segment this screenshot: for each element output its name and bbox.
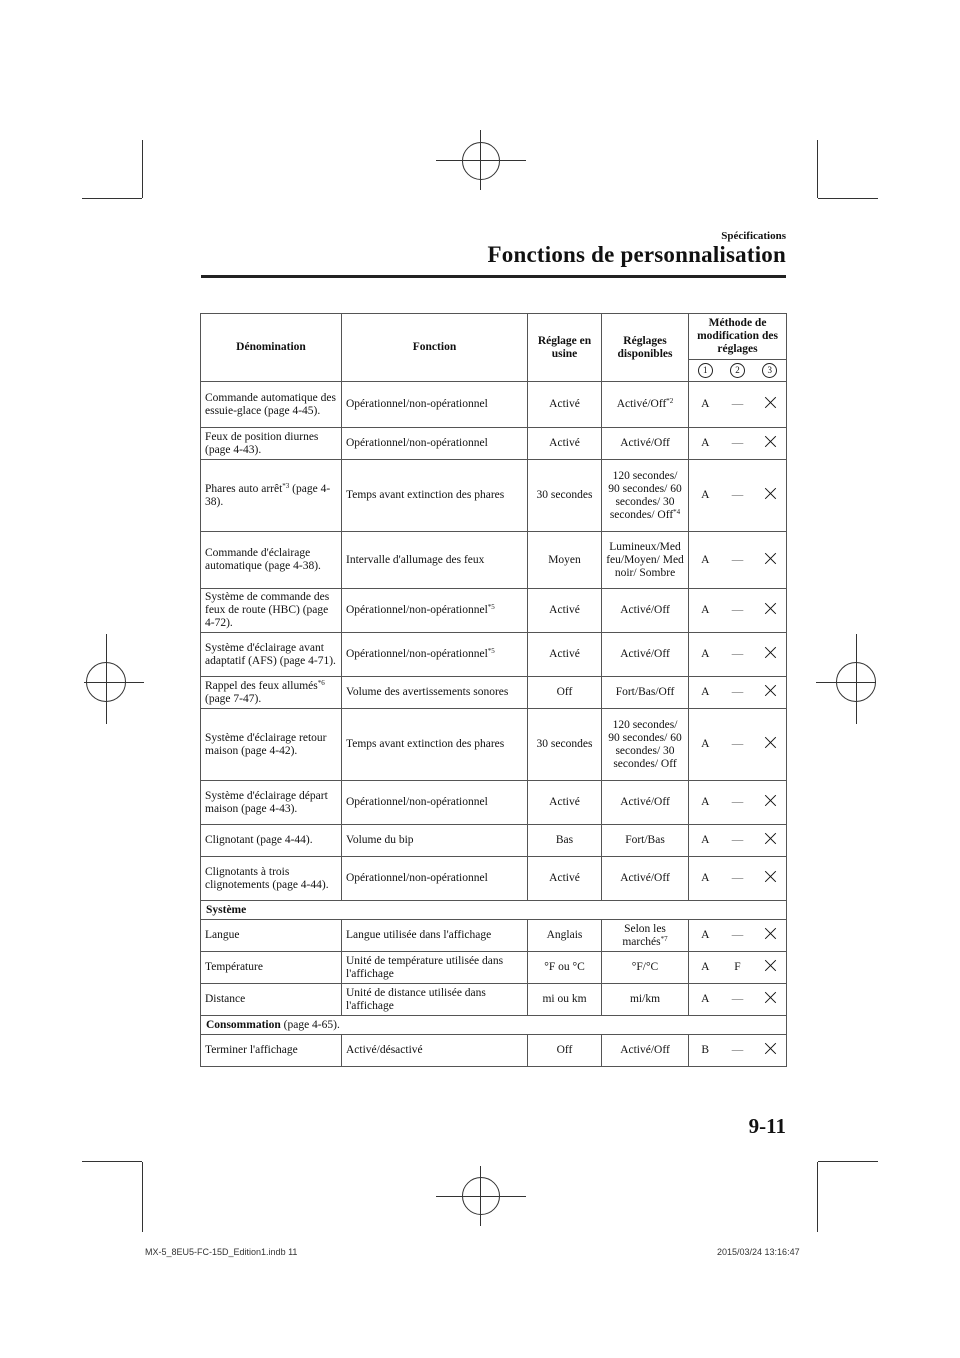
dash-mark: — bbox=[731, 929, 744, 941]
cell-method-3 bbox=[754, 709, 787, 781]
cell-available: Activé/Off bbox=[602, 428, 689, 460]
not-available-cross-icon bbox=[764, 833, 776, 845]
table-row bbox=[201, 460, 787, 532]
footer-file: MX-5_8EU5-FC-15D_Edition1.indb 11 bbox=[145, 1247, 298, 1257]
dash-mark: — bbox=[731, 834, 744, 846]
section-label bbox=[201, 1016, 787, 1035]
cell-factory: Off bbox=[528, 1035, 602, 1067]
cell-method-1: A bbox=[689, 825, 722, 857]
page-number: 9-11 bbox=[748, 1114, 786, 1138]
dash-mark: — bbox=[731, 604, 744, 616]
dash-mark: — bbox=[731, 1044, 744, 1056]
table-row bbox=[201, 382, 787, 428]
table-row bbox=[201, 781, 787, 825]
cell-name: Clignotants à trois clignotements (page 4-44). bbox=[201, 857, 342, 901]
dash-mark: — bbox=[731, 437, 744, 449]
section-suffix: (page 4-65). bbox=[280, 1018, 340, 1031]
cell-method-1: B bbox=[689, 1035, 722, 1067]
cell-function: Activé/désactivé bbox=[342, 1035, 528, 1067]
cell-available: Activé/Off bbox=[602, 633, 689, 677]
cell-factory: 30 secondes bbox=[528, 709, 602, 781]
cell-name: Système de commande des feux de route (HBC) (page 4-72). bbox=[201, 589, 342, 633]
footer-timestamp: 2015/03/24 13:16:47 bbox=[717, 1247, 800, 1257]
section-label bbox=[201, 901, 787, 920]
cell-factory: Activé bbox=[528, 589, 602, 633]
cell-method-2 bbox=[722, 428, 754, 460]
cell-method-2 bbox=[722, 920, 754, 952]
cell-function: Unité de température utilisée dans l'affichage bbox=[342, 952, 528, 984]
not-available-cross-icon bbox=[764, 960, 776, 972]
cell-available: Selon les marchés$^{*7}$ bbox=[602, 920, 689, 952]
cell-method-3 bbox=[754, 532, 787, 589]
cell-method-1: A bbox=[689, 428, 722, 460]
cell-factory: Activé bbox=[528, 857, 602, 901]
cell-factory: Off bbox=[528, 677, 602, 709]
cell-method-2 bbox=[722, 382, 754, 428]
cell-name: Température bbox=[201, 952, 342, 984]
dash-mark: — bbox=[731, 648, 744, 660]
not-available-cross-icon bbox=[764, 488, 776, 500]
cell-name: Système d'éclairage retour maison (page 4-42). bbox=[201, 709, 342, 781]
table-row bbox=[201, 532, 787, 589]
cell-method-1: A bbox=[689, 781, 722, 825]
cell-method-1: A bbox=[689, 952, 722, 984]
not-available-cross-icon bbox=[764, 1043, 776, 1055]
cell-function: Opérationnel/non-opérationnel$^{*5}$ bbox=[342, 633, 528, 677]
dash-mark: — bbox=[731, 796, 744, 808]
cell-factory: Activé bbox=[528, 382, 602, 428]
cell-method-3 bbox=[754, 920, 787, 952]
dash-mark: — bbox=[731, 872, 744, 884]
not-available-cross-icon bbox=[764, 685, 776, 697]
cell-method-1: A bbox=[689, 633, 722, 677]
cell-method-1: A bbox=[689, 382, 722, 428]
not-available-cross-icon bbox=[764, 871, 776, 883]
not-available-cross-icon bbox=[764, 436, 776, 448]
cell-function: Temps avant extinction des phares bbox=[342, 709, 528, 781]
cell-method-2 bbox=[722, 460, 754, 532]
cell-function: Opérationnel/non-opérationnel$^{*5}$ bbox=[342, 589, 528, 633]
cell-name: Commande automatique des essuie-glace (page 4-45). bbox=[201, 382, 342, 428]
cell-name: Feux de position diurnes (page 4-43). bbox=[201, 428, 342, 460]
cell-function: Volume du bip bbox=[342, 825, 528, 857]
table-row bbox=[201, 825, 787, 857]
cell-function: Volume des avertissements sonores bbox=[342, 677, 528, 709]
header-method-1: 1 bbox=[689, 360, 722, 382]
cell-function: Opérationnel/non-opérationnel bbox=[342, 382, 528, 428]
cell-method-2 bbox=[722, 984, 754, 1016]
dash-mark: — bbox=[731, 398, 744, 410]
cell-name: Commande d'éclairage automatique (page 4-38). bbox=[201, 532, 342, 589]
cell-name: Langue bbox=[201, 920, 342, 952]
table-row bbox=[201, 920, 787, 952]
not-available-cross-icon bbox=[764, 647, 776, 659]
header-available: Réglages disponibles bbox=[602, 314, 689, 382]
dash-mark: — bbox=[731, 489, 744, 501]
header-function: Fonction bbox=[342, 314, 528, 382]
cell-method-3 bbox=[754, 460, 787, 532]
customization-table bbox=[200, 313, 787, 1067]
header-method-3: 3 bbox=[754, 360, 787, 382]
table-row bbox=[201, 1035, 787, 1067]
dash-mark: — bbox=[731, 686, 744, 698]
cell-available: °F/°C bbox=[602, 952, 689, 984]
section-label: Spécifications bbox=[721, 230, 786, 242]
cell-name: Terminer l'affichage bbox=[201, 1035, 342, 1067]
table-body bbox=[201, 382, 787, 1067]
header-method-2: 2 bbox=[722, 360, 754, 382]
cell-method-3 bbox=[754, 677, 787, 709]
header-factory: Réglage en usine bbox=[528, 314, 602, 382]
cell-method-2 bbox=[722, 1035, 754, 1067]
cell-factory: Bas bbox=[528, 825, 602, 857]
dash-mark: — bbox=[731, 993, 744, 1005]
cell-factory: Activé bbox=[528, 781, 602, 825]
cell-name: Système d'éclairage avant adaptatif (AFS) (page 4-71). bbox=[201, 633, 342, 677]
cell-name: Distance bbox=[201, 984, 342, 1016]
table-row bbox=[201, 428, 787, 460]
header-name: Dénomination bbox=[201, 314, 342, 382]
cell-function: Opérationnel/non-opérationnel bbox=[342, 857, 528, 901]
not-available-cross-icon bbox=[764, 603, 776, 615]
cell-method-1: A bbox=[689, 984, 722, 1016]
cell-method-2 bbox=[722, 677, 754, 709]
table-row bbox=[201, 589, 787, 633]
cell-method-2 bbox=[722, 709, 754, 781]
cell-available: Activé/Off bbox=[602, 781, 689, 825]
cell-function: Opérationnel/non-opérationnel bbox=[342, 781, 528, 825]
page-title: Fonctions de personnalisation bbox=[487, 242, 786, 267]
cell-factory: 30 secondes bbox=[528, 460, 602, 532]
cell-factory: Activé bbox=[528, 633, 602, 677]
cell-method-1: A bbox=[689, 857, 722, 901]
cell-method-2: F bbox=[722, 952, 754, 984]
not-available-cross-icon bbox=[764, 795, 776, 807]
cell-name: Phares auto arrêt$^{*3}$ (page 4-38). bbox=[201, 460, 342, 532]
cell-available: Fort/Bas/Off bbox=[602, 677, 689, 709]
cell-available: 120 secondes/ 90 secondes/ 60 secondes/ 30 secondes/ Off$^{*4}$ bbox=[602, 460, 689, 532]
section-title: Consommation bbox=[206, 1018, 281, 1031]
title-rule bbox=[201, 275, 786, 278]
cell-method-1: A bbox=[689, 677, 722, 709]
cell-factory: mi ou km bbox=[528, 984, 602, 1016]
dash-mark: — bbox=[731, 553, 744, 566]
table-row bbox=[201, 709, 787, 781]
cell-method-3 bbox=[754, 781, 787, 825]
cell-method-2 bbox=[722, 857, 754, 901]
cell-name: Système d'éclairage départ maison (page 4-43). bbox=[201, 781, 342, 825]
cell-method-1: A bbox=[689, 920, 722, 952]
cell-function: Intervalle d'allumage des feux bbox=[342, 532, 528, 589]
section-title: Système bbox=[206, 903, 247, 916]
cell-available: 120 secondes/ 90 secondes/ 60 secondes/ 30 secondes/ Off bbox=[602, 709, 689, 781]
cell-available: Activé/Off$^{*2}$ bbox=[602, 382, 689, 428]
cell-method-1: A bbox=[689, 460, 722, 532]
not-available-cross-icon bbox=[764, 992, 776, 1004]
cell-function: Langue utilisée dans l'affichage bbox=[342, 920, 528, 952]
header-method: Méthode de modification des réglages bbox=[689, 314, 787, 360]
table-row bbox=[201, 857, 787, 901]
cell-method-2 bbox=[722, 589, 754, 633]
cell-factory: °F ou °C bbox=[528, 952, 602, 984]
cell-method-3 bbox=[754, 857, 787, 901]
cell-method-2 bbox=[722, 825, 754, 857]
cell-method-3 bbox=[754, 1035, 787, 1067]
cell-factory: Moyen bbox=[528, 532, 602, 589]
dash-mark: — bbox=[731, 738, 744, 750]
cell-available: mi/km bbox=[602, 984, 689, 1016]
cell-method-3 bbox=[754, 589, 787, 633]
cell-method-3 bbox=[754, 633, 787, 677]
cell-available: Activé/Off bbox=[602, 589, 689, 633]
not-available-cross-icon bbox=[764, 552, 776, 564]
cell-method-3 bbox=[754, 825, 787, 857]
not-available-cross-icon bbox=[764, 397, 776, 409]
not-available-cross-icon bbox=[764, 737, 776, 749]
cell-function: Opérationnel/non-opérationnel bbox=[342, 428, 528, 460]
cell-name: Clignotant (page 4-44). bbox=[201, 825, 342, 857]
cell-method-2 bbox=[722, 532, 754, 589]
cell-method-3 bbox=[754, 428, 787, 460]
section-row bbox=[201, 1016, 787, 1035]
cell-name: Rappel des feux allumés$^{*6}$ (page 7-47). bbox=[201, 677, 342, 709]
table-row bbox=[201, 677, 787, 709]
table-row bbox=[201, 952, 787, 984]
cell-function: Unité de distance utilisée dans l'affichage bbox=[342, 984, 528, 1016]
cell-available: Lumineux/Med feu/Moyen/ Med noir/ Sombre bbox=[602, 532, 689, 589]
cell-available: Activé/Off bbox=[602, 857, 689, 901]
cell-method-1: A bbox=[689, 589, 722, 633]
table-row bbox=[201, 984, 787, 1016]
cell-method-3 bbox=[754, 984, 787, 1016]
cell-factory: Activé bbox=[528, 428, 602, 460]
cell-available: Fort/Bas bbox=[602, 825, 689, 857]
cell-method-3 bbox=[754, 382, 787, 428]
cell-method-2 bbox=[722, 781, 754, 825]
cell-factory: Anglais bbox=[528, 920, 602, 952]
cell-available: Activé/Off bbox=[602, 1035, 689, 1067]
cell-method-3 bbox=[754, 952, 787, 984]
cell-method-1: A bbox=[689, 709, 722, 781]
table-row bbox=[201, 633, 787, 677]
not-available-cross-icon bbox=[764, 928, 776, 940]
cell-function: Temps avant extinction des phares bbox=[342, 460, 528, 532]
section-row bbox=[201, 901, 787, 920]
cell-method-2 bbox=[722, 633, 754, 677]
cell-method-1: A bbox=[689, 532, 722, 589]
